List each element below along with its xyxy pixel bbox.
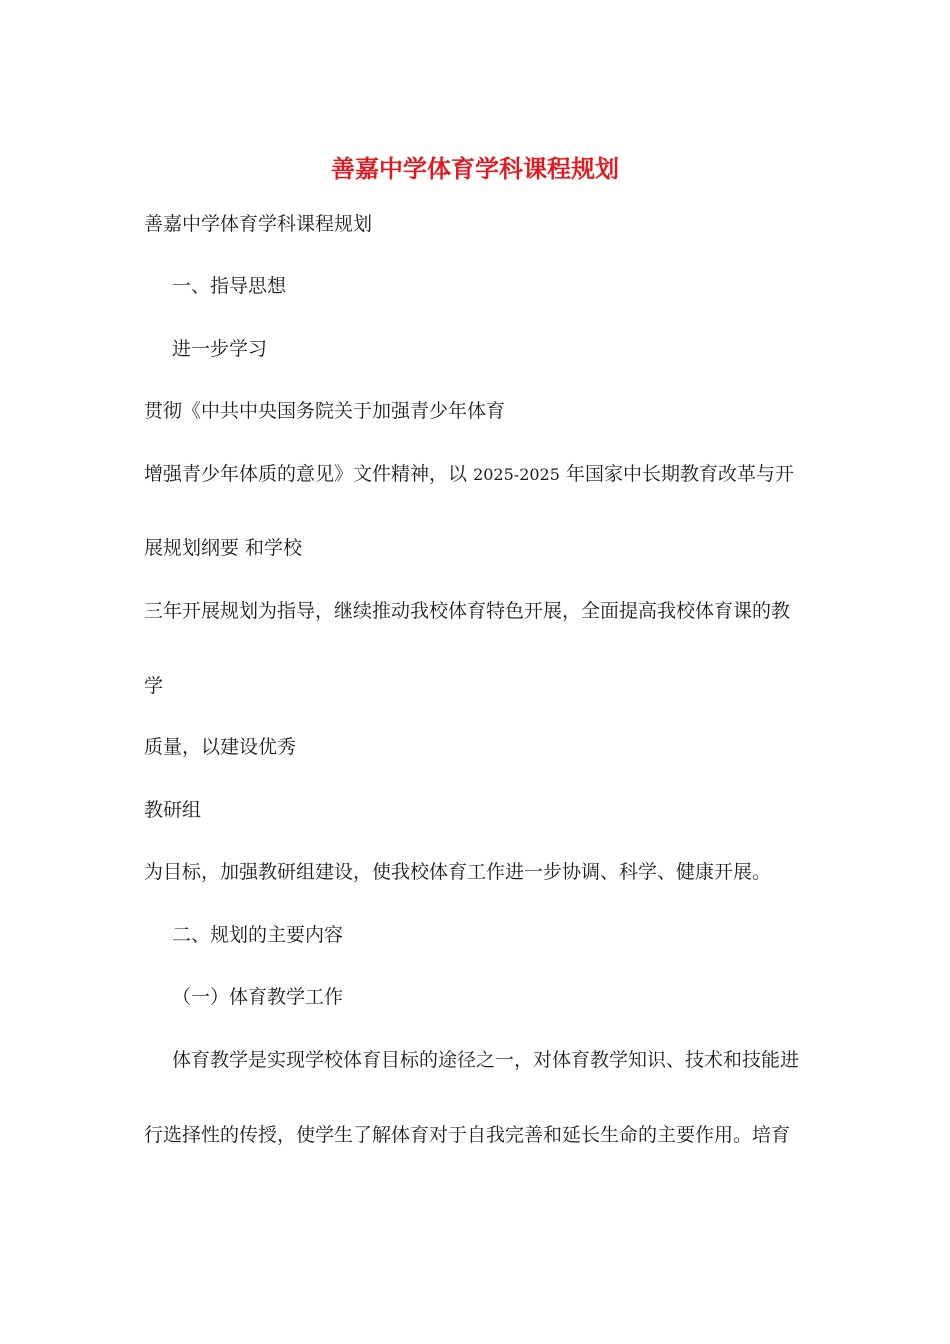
paragraph-line: 展规划纲要 和学校 — [144, 537, 303, 559]
document-title: 善嘉中学体育学科课程规划 — [331, 154, 619, 183]
paragraph-line: 为目标，加强教研组建设，使我校体育工作进一步协调、科学、健康开展。 — [144, 861, 772, 883]
paragraph-line: 教研组 — [144, 799, 202, 821]
paragraph-line: 行选择性的传授，使学生了解体育对于自我完善和延长生命的主要作用。培育 — [144, 1124, 791, 1146]
paragraph-text: 年国家中长期教育改革与开 — [565, 463, 794, 485]
paragraph-line: 进一步学习 — [172, 338, 268, 360]
paragraph-line: 质量，以建设优秀 — [144, 736, 297, 758]
subtitle-line: 善嘉中学体育学科课程规划 — [144, 213, 373, 235]
paragraph-line: 学 — [144, 675, 164, 697]
paragraph-line — [144, 461, 794, 488]
year-range: 2025-2025 — [473, 465, 560, 484]
section-heading-main-content: 二、规划的主要内容 — [172, 924, 344, 946]
paragraph-line: 三年开展规划为指导，继续推动我校体育特色开展，全面提高我校体育课的教 — [144, 600, 791, 622]
subsection-heading-pe-teaching: （一）体育教学工作 — [172, 986, 344, 1008]
paragraph-line: 贯彻《中共中央国务院关于加强青少年体育 — [144, 400, 506, 422]
section-heading-guiding-ideology: 一、指导思想 — [172, 275, 287, 297]
paragraph-line: 体育教学是实现学校体育目标的途径之一，对体育教学知识、技术和技能进 — [172, 1049, 800, 1071]
paragraph-text: 增强青少年体质的意见》文件精神，以 — [144, 463, 468, 485]
